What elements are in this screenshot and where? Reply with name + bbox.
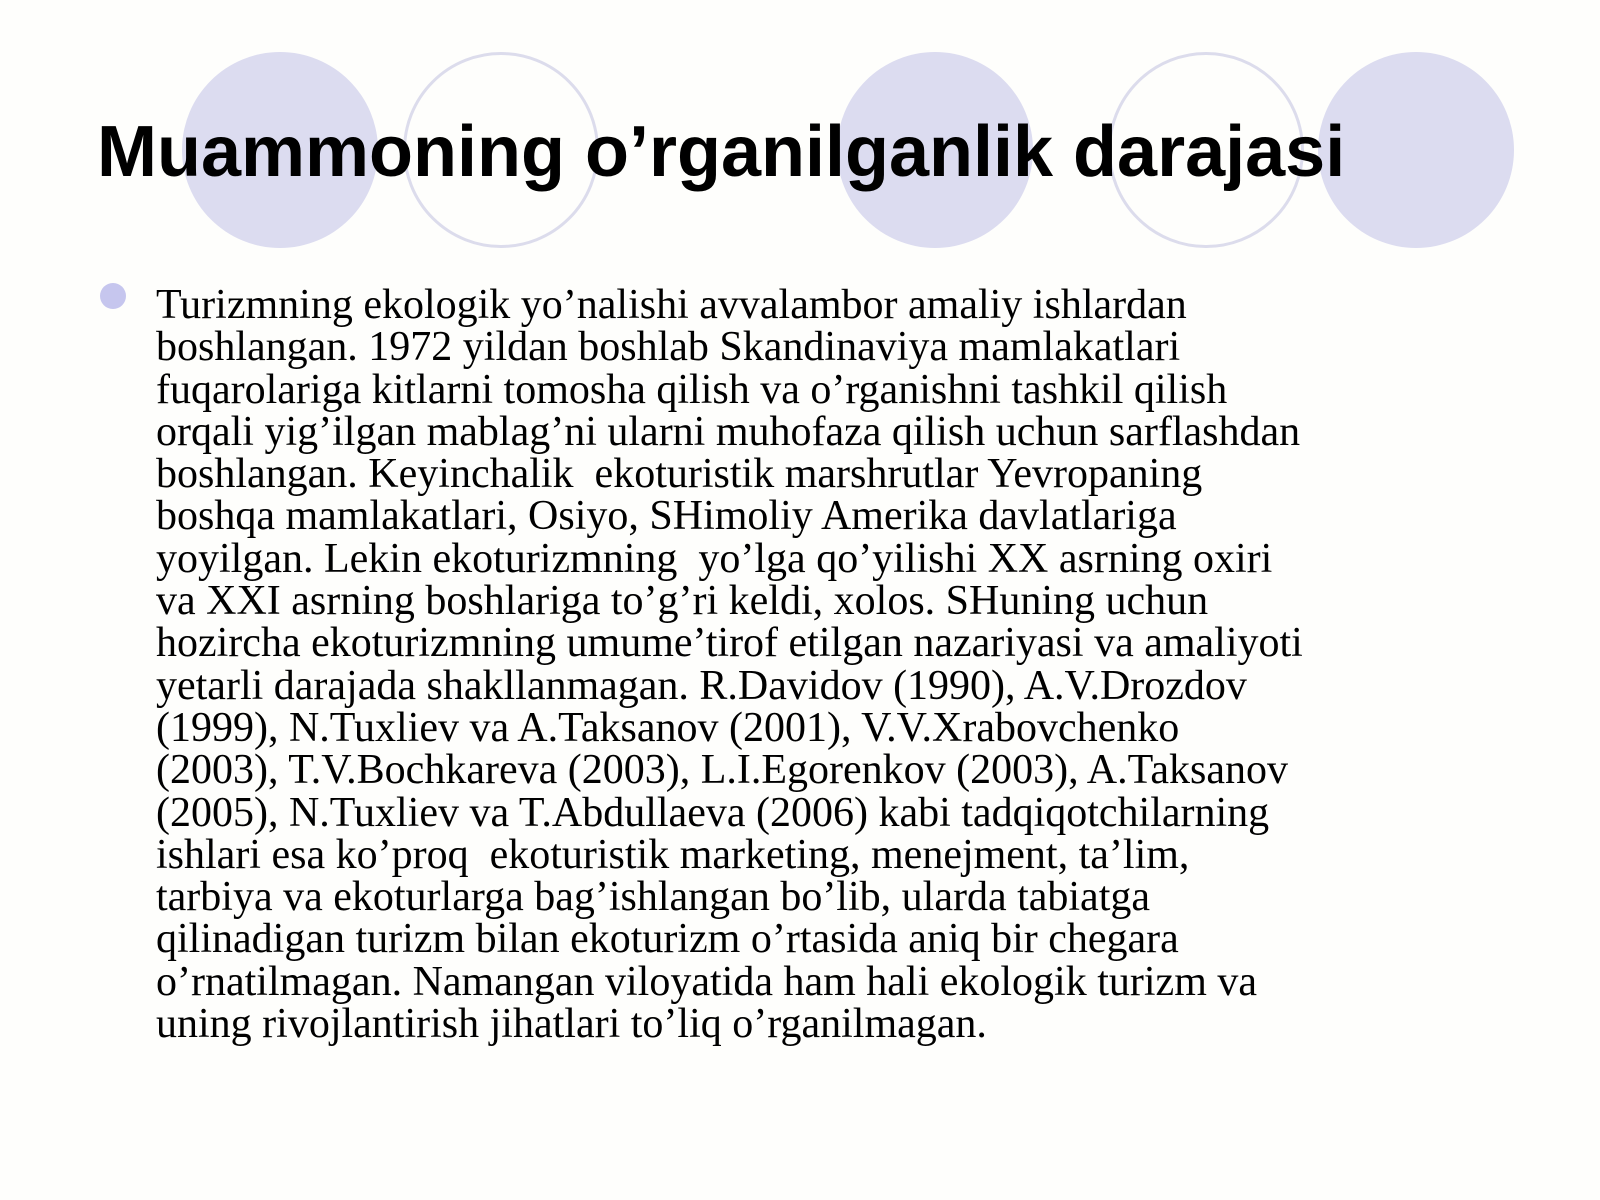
decorative-circle-filled-3: [1318, 52, 1514, 248]
bullet-paragraph: Turizmning ekologik yo’nalishi avvalambor amaliy ishlardan boshlangan. 1972 yildan boshlab Skandinaviya mamlakatlari fuqarolariga kitlarni tomosha qilish va o’rganishni tashkil qilish orqali yig’ilgan mablag’ni ularni muhofaza qilish uchun sarflashdan boshlangan. Keyinchalik ekoturistik marshrutlar Yevropaning boshqa mamlakatlari, Osiyo, SHimoliy Amerika davlatlariga yoyilgan. Lekin ekoturizmning yo’lga qo’yilishi XX asrning oxiri va XXI asrning boshlariga to’g’ri keldi, xolos. SHuning uchun hozircha ekoturizmning umume’tirof etilgan nazariyasi va amaliyoti yetarli darajada shakllanmagan. R.Davidov (1990), A.V.Drozdov (1999), N.Tuxliev va A.Taksanov (2001), V.V.Xrabovchenko (2003), T.V.Bochkareva (2003), L.I.Egorenkov (2003), A.Taksanov (2005), N.Tuxliev va T.Abdullaeva (2006) kabi tadqiqotchilarning ishlari esa ko’proq ekoturistik marketing, menejment, ta’lim, tarbiya va ekoturlarga bag’ishlangan bo’lib, ularda tabiatga qilinadigan turizm bilan ekoturizm o’rtasida aniq bir chegara o’rnatilmagan. Namangan viloyatida ham hali ekologik turizm va uning rivojlantirish jihatlari to’liq o’rganilmagan.: [156, 282, 1303, 1048]
bullet-icon: [100, 283, 126, 309]
slide-title: Muammoning o’rganilganlik darajasi: [97, 112, 1346, 192]
